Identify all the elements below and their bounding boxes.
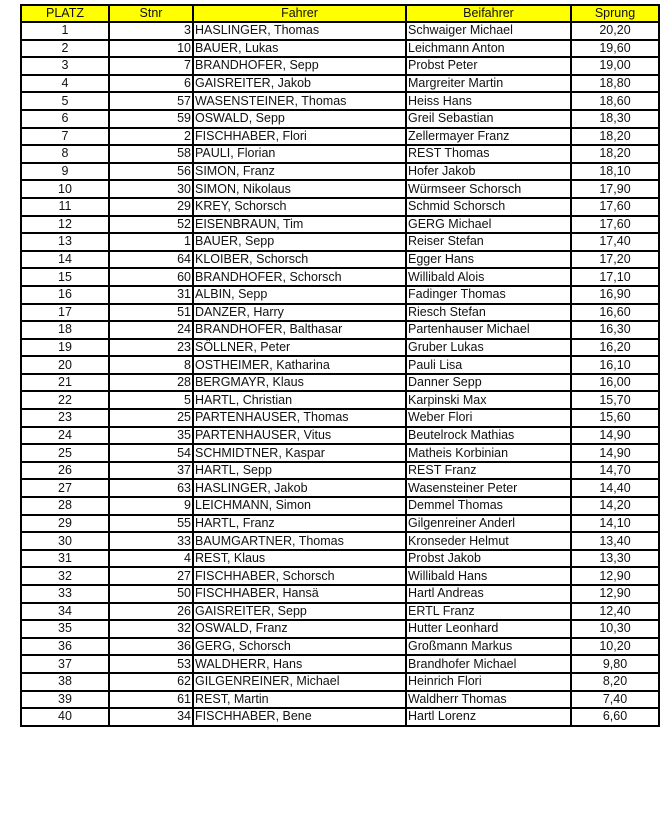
cell-platz: 8 <box>21 145 109 163</box>
cell-beifahrer: Großmann Markus <box>406 638 571 656</box>
cell-stnr: 60 <box>109 268 193 286</box>
cell-stnr: 55 <box>109 515 193 533</box>
table-row <box>21 462 659 480</box>
header-fahrer: Fahrer <box>193 5 406 22</box>
cell-stnr: 28 <box>109 374 193 392</box>
cell-platz: 13 <box>21 233 109 251</box>
cell-fahrer: FISCHHABER, Flori <box>193 128 406 146</box>
cell-beifahrer: Willibald Alois <box>406 268 571 286</box>
cell-stnr: 58 <box>109 145 193 163</box>
cell-sprung: 16,30 <box>571 321 659 339</box>
cell-beifahrer: Hartl Andreas <box>406 585 571 603</box>
cell-stnr: 2 <box>109 128 193 146</box>
cell-platz: 17 <box>21 304 109 322</box>
cell-sprung: 7,40 <box>571 691 659 709</box>
cell-fahrer: PARTENHAUSER, Vitus <box>193 427 406 445</box>
cell-sprung: 17,20 <box>571 251 659 269</box>
cell-sprung: 14,90 <box>571 444 659 462</box>
table-row <box>21 57 659 75</box>
cell-fahrer: GAISREITER, Jakob <box>193 75 406 93</box>
cell-stnr: 37 <box>109 462 193 480</box>
cell-platz: 29 <box>21 515 109 533</box>
cell-platz: 7 <box>21 128 109 146</box>
cell-stnr: 53 <box>109 655 193 673</box>
cell-beifahrer: Schmid Schorsch <box>406 198 571 216</box>
cell-sprung: 14,90 <box>571 427 659 445</box>
cell-beifahrer: Wasensteiner Peter <box>406 479 571 497</box>
table-row <box>21 391 659 409</box>
cell-beifahrer: Kronseder Helmut <box>406 532 571 550</box>
cell-stnr: 29 <box>109 198 193 216</box>
cell-fahrer: ALBIN, Sepp <box>193 286 406 304</box>
cell-beifahrer: Egger Hans <box>406 251 571 269</box>
cell-platz: 10 <box>21 180 109 198</box>
cell-sprung: 12,90 <box>571 567 659 585</box>
cell-beifahrer: Pauli Lisa <box>406 356 571 374</box>
cell-platz: 25 <box>21 444 109 462</box>
cell-sprung: 10,30 <box>571 620 659 638</box>
cell-platz: 31 <box>21 550 109 568</box>
table-row <box>21 180 659 198</box>
cell-beifahrer: Probst Jakob <box>406 550 571 568</box>
cell-platz: 27 <box>21 479 109 497</box>
cell-stnr: 63 <box>109 479 193 497</box>
cell-fahrer: HASLINGER, Thomas <box>193 22 406 40</box>
table-row <box>21 145 659 163</box>
results-table <box>20 4 660 727</box>
cell-stnr: 64 <box>109 251 193 269</box>
cell-beifahrer: Waldherr Thomas <box>406 691 571 709</box>
cell-platz: 22 <box>21 391 109 409</box>
cell-platz: 11 <box>21 198 109 216</box>
table-body <box>21 22 659 726</box>
cell-sprung: 17,10 <box>571 268 659 286</box>
cell-beifahrer: REST Thomas <box>406 145 571 163</box>
cell-fahrer: SÖLLNER, Peter <box>193 339 406 357</box>
cell-stnr: 50 <box>109 585 193 603</box>
cell-stnr: 32 <box>109 620 193 638</box>
cell-sprung: 16,20 <box>571 339 659 357</box>
cell-sprung: 14,70 <box>571 462 659 480</box>
cell-fahrer: FISCHHABER, Bene <box>193 708 406 726</box>
cell-beifahrer: ERTL Franz <box>406 603 571 621</box>
cell-beifahrer: Probst Peter <box>406 57 571 75</box>
cell-platz: 37 <box>21 655 109 673</box>
cell-fahrer: OSWALD, Franz <box>193 620 406 638</box>
cell-sprung: 17,90 <box>571 180 659 198</box>
table-row <box>21 655 659 673</box>
cell-sprung: 17,60 <box>571 198 659 216</box>
header-stnr: Stnr <box>109 5 193 22</box>
cell-sprung: 14,10 <box>571 515 659 533</box>
cell-fahrer: HASLINGER, Jakob <box>193 479 406 497</box>
header-beifahrer: Beifahrer <box>406 5 571 22</box>
cell-platz: 23 <box>21 409 109 427</box>
table-row <box>21 40 659 58</box>
cell-fahrer: GERG, Schorsch <box>193 638 406 656</box>
cell-platz: 34 <box>21 603 109 621</box>
cell-stnr: 34 <box>109 708 193 726</box>
table-row <box>21 550 659 568</box>
cell-fahrer: EISENBRAUN, Tim <box>193 216 406 234</box>
cell-fahrer: DANZER, Harry <box>193 304 406 322</box>
cell-sprung: 10,20 <box>571 638 659 656</box>
table-row <box>21 515 659 533</box>
cell-platz: 5 <box>21 92 109 110</box>
cell-fahrer: REST, Martin <box>193 691 406 709</box>
cell-stnr: 26 <box>109 603 193 621</box>
cell-sprung: 15,70 <box>571 391 659 409</box>
cell-fahrer: PAULI, Florian <box>193 145 406 163</box>
cell-sprung: 18,20 <box>571 145 659 163</box>
cell-platz: 30 <box>21 532 109 550</box>
cell-sprung: 15,60 <box>571 409 659 427</box>
cell-sprung: 16,60 <box>571 304 659 322</box>
cell-fahrer: FISCHHABER, Hansä <box>193 585 406 603</box>
cell-stnr: 35 <box>109 427 193 445</box>
cell-sprung: 13,40 <box>571 532 659 550</box>
cell-fahrer: GAISREITER, Sepp <box>193 603 406 621</box>
cell-platz: 35 <box>21 620 109 638</box>
table-row <box>21 110 659 128</box>
cell-sprung: 18,20 <box>571 128 659 146</box>
cell-beifahrer: REST Franz <box>406 462 571 480</box>
cell-beifahrer: Leichmann Anton <box>406 40 571 58</box>
header-sprung: Sprung <box>571 5 659 22</box>
table-row <box>21 673 659 691</box>
table-row <box>21 409 659 427</box>
cell-stnr: 51 <box>109 304 193 322</box>
table-row <box>21 356 659 374</box>
cell-fahrer: BAUER, Sepp <box>193 233 406 251</box>
cell-stnr: 31 <box>109 286 193 304</box>
cell-stnr: 30 <box>109 180 193 198</box>
cell-sprung: 19,00 <box>571 57 659 75</box>
cell-sprung: 19,60 <box>571 40 659 58</box>
cell-platz: 4 <box>21 75 109 93</box>
table-row <box>21 427 659 445</box>
cell-stnr: 57 <box>109 92 193 110</box>
table-row <box>21 567 659 585</box>
cell-fahrer: KLOIBER, Schorsch <box>193 251 406 269</box>
cell-beifahrer: Partenhauser Michael <box>406 321 571 339</box>
cell-stnr: 56 <box>109 163 193 181</box>
cell-fahrer: PARTENHAUSER, Thomas <box>193 409 406 427</box>
cell-sprung: 16,00 <box>571 374 659 392</box>
cell-platz: 15 <box>21 268 109 286</box>
table-row <box>21 268 659 286</box>
cell-sprung: 16,10 <box>571 356 659 374</box>
cell-beifahrer: Hutter Leonhard <box>406 620 571 638</box>
cell-stnr: 59 <box>109 110 193 128</box>
cell-platz: 40 <box>21 708 109 726</box>
table-row <box>21 532 659 550</box>
table-row <box>21 304 659 322</box>
cell-platz: 21 <box>21 374 109 392</box>
cell-fahrer: OSWALD, Sepp <box>193 110 406 128</box>
cell-sprung: 12,40 <box>571 603 659 621</box>
table-row <box>21 22 659 40</box>
cell-beifahrer: Brandhofer Michael <box>406 655 571 673</box>
cell-beifahrer: Schwaiger Michael <box>406 22 571 40</box>
table-row <box>21 479 659 497</box>
cell-stnr: 27 <box>109 567 193 585</box>
cell-beifahrer: Greil Sebastian <box>406 110 571 128</box>
cell-fahrer: HARTL, Sepp <box>193 462 406 480</box>
cell-fahrer: WASENSTEINER, Thomas <box>193 92 406 110</box>
cell-sprung: 18,10 <box>571 163 659 181</box>
table-row <box>21 233 659 251</box>
cell-beifahrer: Karpinski Max <box>406 391 571 409</box>
cell-beifahrer: Margreiter Martin <box>406 75 571 93</box>
cell-stnr: 52 <box>109 216 193 234</box>
cell-platz: 28 <box>21 497 109 515</box>
cell-beifahrer: Fadinger Thomas <box>406 286 571 304</box>
cell-beifahrer: Würmseer Schorsch <box>406 180 571 198</box>
table-row <box>21 92 659 110</box>
cell-stnr: 54 <box>109 444 193 462</box>
cell-sprung: 16,90 <box>571 286 659 304</box>
cell-fahrer: SIMON, Franz <box>193 163 406 181</box>
cell-sprung: 8,20 <box>571 673 659 691</box>
cell-sprung: 17,60 <box>571 216 659 234</box>
cell-beifahrer: Heinrich Flori <box>406 673 571 691</box>
cell-fahrer: GILGENREINER, Michael <box>193 673 406 691</box>
cell-stnr: 10 <box>109 40 193 58</box>
table-row <box>21 691 659 709</box>
cell-fahrer: OSTHEIMER, Katharina <box>193 356 406 374</box>
cell-platz: 32 <box>21 567 109 585</box>
cell-fahrer: HARTL, Christian <box>193 391 406 409</box>
cell-sprung: 17,40 <box>571 233 659 251</box>
cell-beifahrer: Danner Sepp <box>406 374 571 392</box>
cell-platz: 1 <box>21 22 109 40</box>
table-row <box>21 321 659 339</box>
cell-platz: 3 <box>21 57 109 75</box>
cell-sprung: 13,30 <box>571 550 659 568</box>
cell-fahrer: LEICHMANN, Simon <box>193 497 406 515</box>
cell-fahrer: BAUER, Lukas <box>193 40 406 58</box>
cell-platz: 24 <box>21 427 109 445</box>
cell-stnr: 23 <box>109 339 193 357</box>
cell-platz: 6 <box>21 110 109 128</box>
cell-sprung: 18,30 <box>571 110 659 128</box>
cell-platz: 2 <box>21 40 109 58</box>
table-row <box>21 374 659 392</box>
cell-platz: 14 <box>21 251 109 269</box>
cell-beifahrer: Willibald Hans <box>406 567 571 585</box>
cell-beifahrer: Riesch Stefan <box>406 304 571 322</box>
table-row <box>21 444 659 462</box>
table-row <box>21 216 659 234</box>
cell-fahrer: SIMON, Nikolaus <box>193 180 406 198</box>
cell-platz: 26 <box>21 462 109 480</box>
table-row <box>21 75 659 93</box>
cell-fahrer: BAUMGARTNER, Thomas <box>193 532 406 550</box>
cell-stnr: 7 <box>109 57 193 75</box>
cell-platz: 9 <box>21 163 109 181</box>
cell-stnr: 33 <box>109 532 193 550</box>
cell-beifahrer: Reiser Stefan <box>406 233 571 251</box>
table-row <box>21 286 659 304</box>
table-row <box>21 585 659 603</box>
cell-beifahrer: Hartl Lorenz <box>406 708 571 726</box>
cell-beifahrer: Demmel Thomas <box>406 497 571 515</box>
table-row <box>21 708 659 726</box>
cell-beifahrer: GERG Michael <box>406 216 571 234</box>
table-row <box>21 638 659 656</box>
cell-beifahrer: Weber Flori <box>406 409 571 427</box>
cell-fahrer: BRANDHOFER, Schorsch <box>193 268 406 286</box>
cell-platz: 36 <box>21 638 109 656</box>
table-row <box>21 251 659 269</box>
cell-fahrer: REST, Klaus <box>193 550 406 568</box>
cell-beifahrer: Gilgenreiner Anderl <box>406 515 571 533</box>
cell-stnr: 36 <box>109 638 193 656</box>
cell-sprung: 6,60 <box>571 708 659 726</box>
cell-stnr: 5 <box>109 391 193 409</box>
cell-platz: 20 <box>21 356 109 374</box>
cell-fahrer: SCHMIDTNER, Kaspar <box>193 444 406 462</box>
cell-stnr: 4 <box>109 550 193 568</box>
cell-platz: 12 <box>21 216 109 234</box>
header-row <box>21 5 659 22</box>
header-platz: PLATZ <box>21 5 109 22</box>
cell-beifahrer: Hofer Jakob <box>406 163 571 181</box>
cell-platz: 16 <box>21 286 109 304</box>
cell-beifahrer: Gruber Lukas <box>406 339 571 357</box>
cell-platz: 19 <box>21 339 109 357</box>
cell-platz: 39 <box>21 691 109 709</box>
table-row <box>21 339 659 357</box>
table-row <box>21 198 659 216</box>
cell-stnr: 6 <box>109 75 193 93</box>
cell-sprung: 14,40 <box>571 479 659 497</box>
cell-platz: 38 <box>21 673 109 691</box>
cell-stnr: 62 <box>109 673 193 691</box>
cell-stnr: 25 <box>109 409 193 427</box>
cell-platz: 33 <box>21 585 109 603</box>
cell-sprung: 20,20 <box>571 22 659 40</box>
cell-sprung: 18,60 <box>571 92 659 110</box>
cell-fahrer: WALDHERR, Hans <box>193 655 406 673</box>
cell-sprung: 9,80 <box>571 655 659 673</box>
cell-beifahrer: Heiss Hans <box>406 92 571 110</box>
cell-fahrer: BRANDHOFER, Sepp <box>193 57 406 75</box>
cell-stnr: 61 <box>109 691 193 709</box>
table-row <box>21 163 659 181</box>
cell-fahrer: BERGMAYR, Klaus <box>193 374 406 392</box>
cell-sprung: 18,80 <box>571 75 659 93</box>
table-row <box>21 603 659 621</box>
cell-stnr: 9 <box>109 497 193 515</box>
cell-beifahrer: Matheis Korbinian <box>406 444 571 462</box>
cell-fahrer: KREY, Schorsch <box>193 198 406 216</box>
cell-fahrer: HARTL, Franz <box>193 515 406 533</box>
cell-sprung: 12,90 <box>571 585 659 603</box>
cell-sprung: 14,20 <box>571 497 659 515</box>
cell-stnr: 8 <box>109 356 193 374</box>
cell-platz: 18 <box>21 321 109 339</box>
cell-fahrer: FISCHHABER, Schorsch <box>193 567 406 585</box>
cell-stnr: 1 <box>109 233 193 251</box>
cell-stnr: 24 <box>109 321 193 339</box>
cell-stnr: 3 <box>109 22 193 40</box>
cell-fahrer: BRANDHOFER, Balthasar <box>193 321 406 339</box>
cell-beifahrer: Beutelrock Mathias <box>406 427 571 445</box>
table-row <box>21 497 659 515</box>
table-row <box>21 128 659 146</box>
table-row <box>21 620 659 638</box>
cell-beifahrer: Zellermayer Franz <box>406 128 571 146</box>
